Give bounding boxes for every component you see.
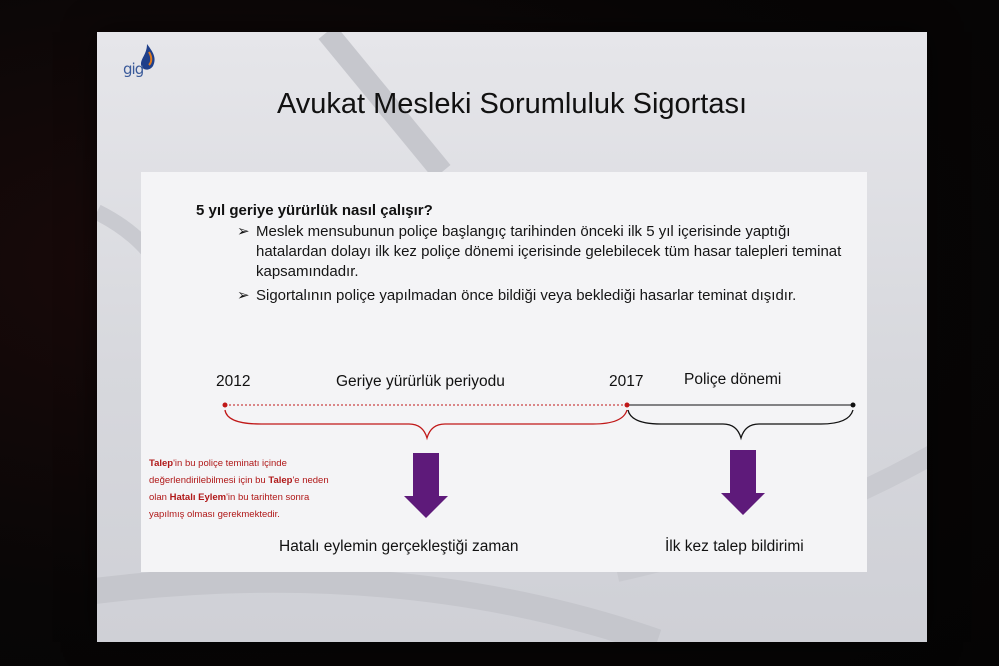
arrow-bullet-icon: ➢ (237, 223, 250, 240)
mid-year-label: 2017 (609, 373, 644, 390)
right-brace (628, 410, 853, 438)
left-caption: Hatalı eylemin gerçekleştiği zaman (279, 538, 519, 555)
start-year-label: 2012 (216, 373, 251, 390)
slide-title: Avukat Mesleki Sorumluluk Sigortası (276, 88, 748, 120)
arrow-bullet-icon: ➢ (237, 287, 250, 304)
projected-slide (97, 32, 927, 642)
end-point (851, 403, 856, 408)
question-heading: 5 yıl geriye yürürlük nasıl çalışır? (196, 202, 433, 219)
left-brace (225, 410, 627, 438)
note-text: Talep'in bu poliçe teminatı içinde değerlendirilebilmesi için bu Talep'e neden olan Hatalı Eylem'in bu tarihten sonra yapılmış olması gerekmektedir. (149, 458, 329, 520)
bullet-text: Meslek mensubunun poliçe başlangıç tarihinden önceki ilk 5 yıl içerisinde yaptığı hatalardan dolayı ilk kez poliçe dönemi içerisinde gelebilecek tüm hasar talepleri teminat kapsamındadır. (256, 223, 842, 280)
bullet-text: Sigortalının poliçe yapılmadan önce bildiği veya beklediği hasarlar teminat dışıdır. (256, 287, 797, 304)
logo-text: gig (123, 60, 144, 78)
down-arrow-right-icon (721, 450, 765, 515)
down-arrow-left-icon (404, 453, 448, 518)
policy-period-label: Poliçe dönemi (684, 371, 782, 388)
content-panel (141, 172, 867, 572)
right-caption: İlk kez talep bildirimi (665, 538, 804, 555)
retroactive-period-label: Geriye yürürlük periyodu (336, 373, 505, 390)
start-point (223, 403, 228, 408)
mid-point (625, 403, 630, 408)
